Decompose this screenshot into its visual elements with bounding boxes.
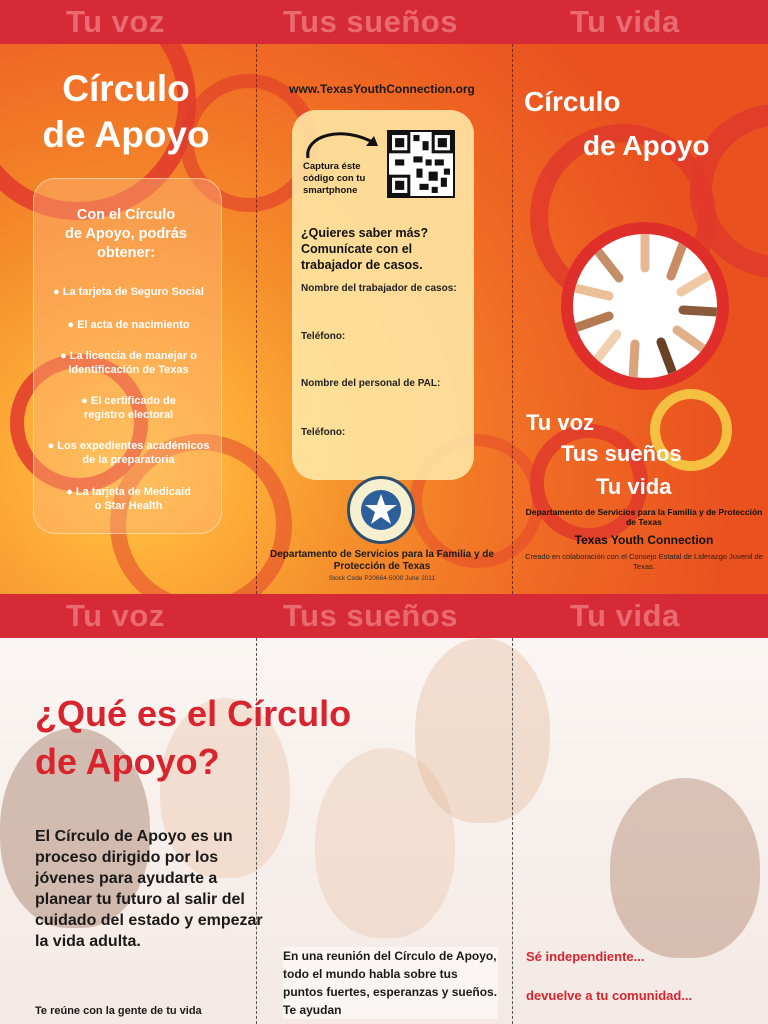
cover-department: Departamento de Servicios para la Familia y de Protección de Texas <box>525 507 763 527</box>
pal-staff-label: Nombre del personal de PAL: <box>301 378 441 389</box>
slogan-independent: Sé independiente... <box>526 949 645 964</box>
band-tus-suenos: Tus sueños <box>283 4 458 39</box>
photo-person <box>415 638 550 823</box>
slogan-community: devuelve a tu comunidad... <box>526 988 693 1003</box>
stock-code: Stock Code P20664-5000 June 2011 <box>328 575 436 582</box>
seal-star-icon <box>350 479 412 541</box>
phone-label: Teléfono: <box>301 427 346 438</box>
motto-line3: Tu vida <box>596 474 672 499</box>
benefit-item: ● El certificado de registro electoral <box>81 395 176 421</box>
benefit-item: ● La tarjeta de Seguro Social <box>53 286 204 298</box>
fold-line <box>256 44 257 594</box>
band-tu-voz: Tu voz <box>66 4 165 39</box>
panel1-title: Círculo de Apoyo <box>42 68 210 155</box>
inside-heading: ¿Qué es el Círculo de Apoyo? <box>35 693 352 782</box>
benefits-heading: Con el Círculo de Apoyo, podrás obtener: <box>65 207 187 261</box>
hands-circle-image <box>561 222 729 390</box>
fold-line <box>512 44 513 594</box>
benefit-item: ● La licencia de manejar o Identificación de Texas <box>60 350 197 376</box>
department-name: Departamento de Servicios para la Familia y de Protección de Texas <box>270 549 494 572</box>
middle-slogan-band <box>0 594 768 638</box>
band-tu-vida: Tu vida <box>570 598 680 633</box>
inside-body-text: El Círculo de Apoyo es un proceso dirigido por los jóvenes para ayudarte a planear tu futuro al salir del cuidado del estado y empezar la vida adulta. <box>35 828 263 950</box>
benefit-item: ● Los expedientes académicos de la preparatoria <box>47 440 210 466</box>
photo-person <box>610 778 760 958</box>
motto-line1: Tu voz <box>526 410 595 435</box>
cover-title-line2: de Apoyo <box>583 130 710 161</box>
inside-continuation-text: Te reúne con la gente de tu vida <box>35 1005 202 1017</box>
qr-caption: Captura éste código con tu smartphone <box>303 161 366 196</box>
top-slogan-band <box>0 0 768 44</box>
caseworker-name-label: Nombre del trabajador de casos: <box>301 283 457 294</box>
phone-label: Teléfono: <box>301 331 346 342</box>
meeting-description: En una reunión del Círculo de Apoyo, todo el mundo habla sobre tus puntos fuertes, esperanzas y sueños. Te ayudan <box>283 949 498 1017</box>
qr-pattern <box>389 132 453 196</box>
arrow-icon <box>302 122 384 162</box>
website-link[interactable]: www.TexasYouthConnection.org <box>289 82 475 96</box>
dfps-seal-icon <box>347 476 415 544</box>
benefit-item: ● El acta de nacimiento <box>67 319 190 331</box>
band-tus-suenos: Tus sueños <box>283 598 458 633</box>
cover-credit: Creado en colaboración con el Consejo Estatal de Liderazgo Juvenil de Texas. <box>525 552 763 571</box>
cover-org-name: Texas Youth Connection <box>574 533 714 547</box>
hands-illustration <box>573 234 717 378</box>
benefit-item: ● La tarjeta de Medicaid o Star Health <box>66 486 191 512</box>
cover-title-line1: Círculo <box>524 86 621 117</box>
motto-line2: Tus sueños <box>561 441 682 466</box>
qr-code-icon[interactable] <box>387 130 455 198</box>
fold-line <box>512 638 513 1024</box>
contact-question: ¿Quieres saber más? Comunícate con el trabajador de casos. <box>301 226 429 272</box>
band-tu-vida: Tu vida <box>570 4 680 39</box>
band-tu-voz: Tu voz <box>66 598 165 633</box>
